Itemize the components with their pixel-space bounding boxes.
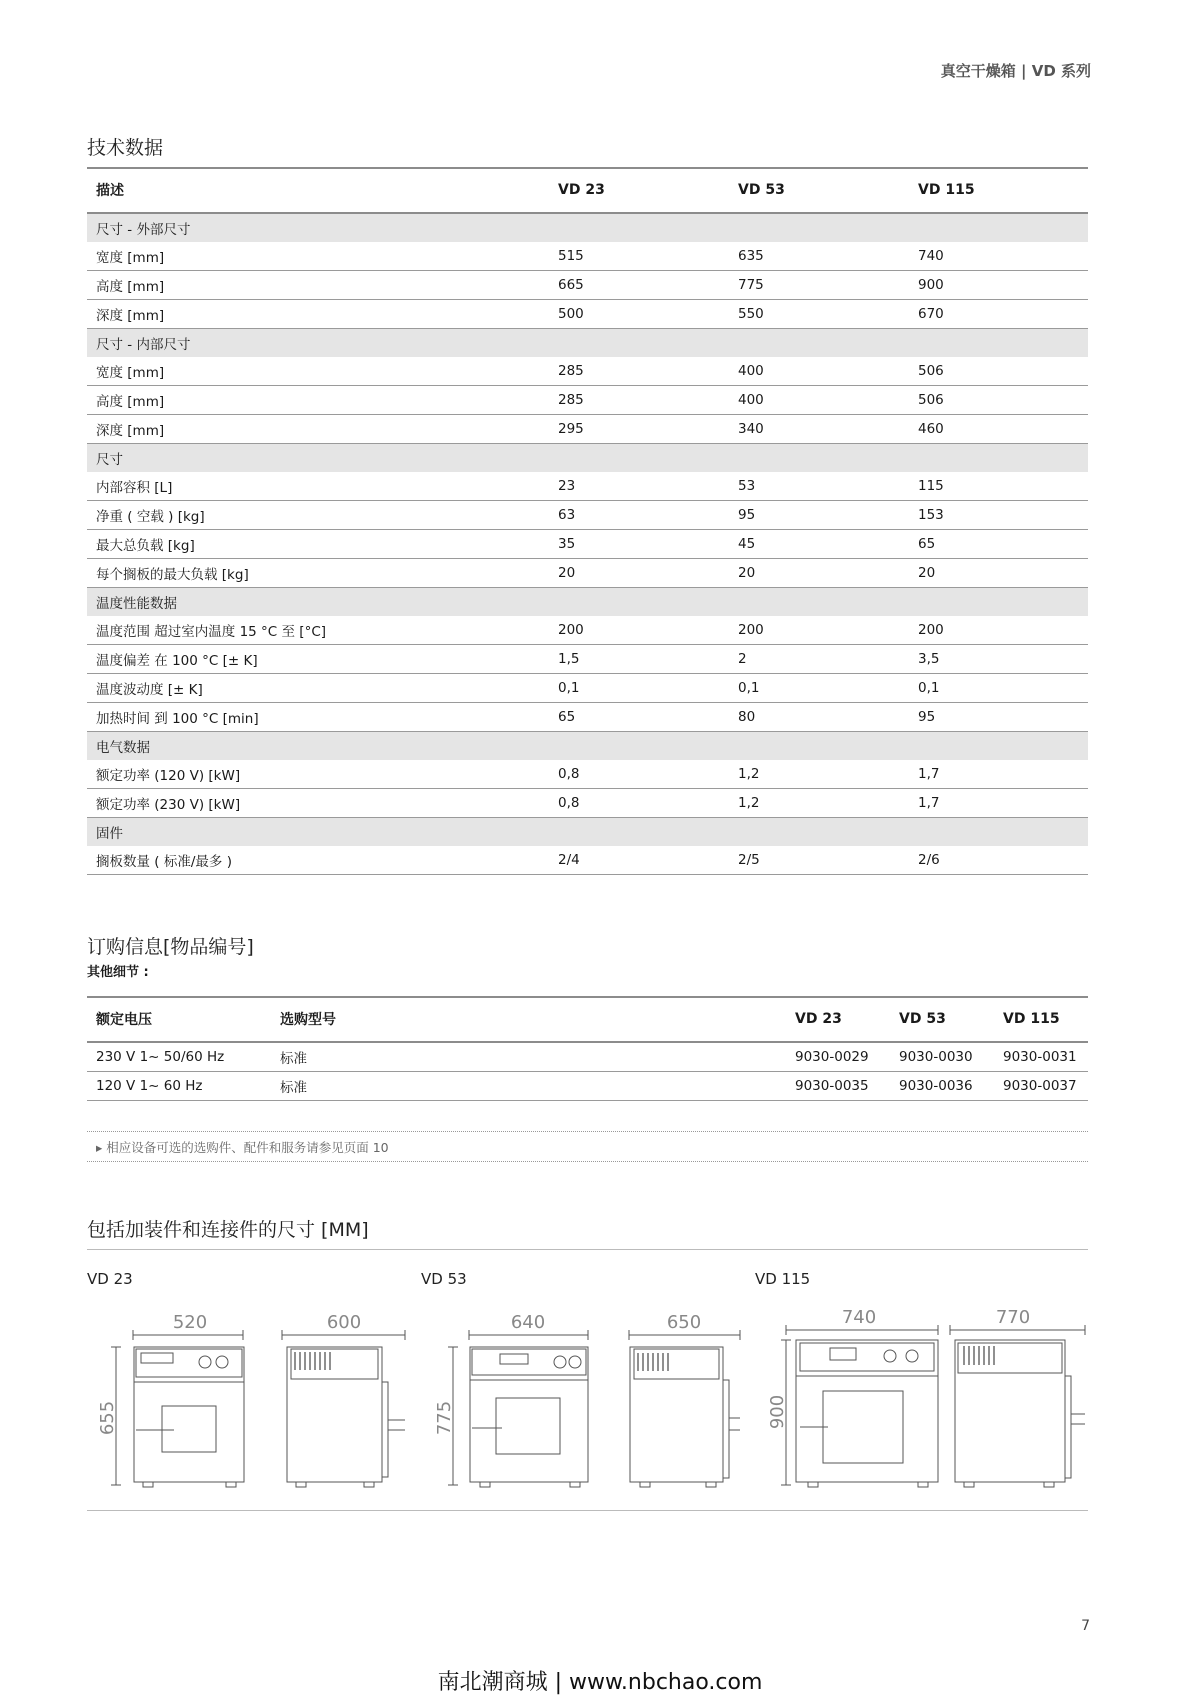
spec-cell-value: 35 [549,530,729,559]
spec-group-label: 尺寸 - 外部尺寸 [87,213,1088,242]
spec-cell-value: 63 [549,501,729,530]
spec-cell-value: 20 [909,559,1088,588]
spec-row-label: 最大总负载 [kg] [87,530,549,559]
drawing-label-vd115: VD 115 [755,1270,811,1288]
spec-cell-value: 460 [909,415,1088,444]
order-cell: 9030-0029 [786,1042,890,1072]
spec-row-label: 内部容积 [L] [87,472,549,501]
vd115-side-depth-label: 770 [995,1307,1031,1328]
spec-cell-value: 2/4 [549,846,729,875]
spec-data-row [87,616,1088,645]
spec-row-label: 高度 [mm] [87,271,549,300]
spec-cell-value: 65 [909,530,1088,559]
spec-cell-value: 635 [729,242,909,271]
spec-group-label: 电气数据 [87,732,1088,761]
spec-data-row [87,789,1088,818]
vd23-side-depth-label: 600 [326,1312,362,1333]
spec-cell-value: 2 [729,645,909,674]
spec-group-row [87,329,1088,358]
order-col-vd23: VD 23 [786,997,890,1042]
spec-cell-value: 80 [729,703,909,732]
spec-row-label: 温度波动度 [± K] [87,674,549,703]
spec-cell-value: 200 [909,616,1088,645]
spec-group-row [87,444,1088,473]
spec-cell-value: 1,7 [909,760,1088,789]
order-cell: 230 V 1~ 50/60 Hz [87,1042,271,1072]
vd23-front-width-label: 520 [172,1312,208,1333]
spec-data-row [87,703,1088,732]
spec-cell-value: 65 [549,703,729,732]
spec-cell-value: 95 [909,703,1088,732]
spec-group-row [87,732,1088,761]
spec-data-row [87,300,1088,329]
spec-group-row [87,818,1088,847]
vd115-front-width-label: 740 [841,1307,877,1328]
order-cell: 9030-0036 [890,1072,994,1101]
spec-cell-value: 53 [729,472,909,501]
spec-cell-value: 20 [729,559,909,588]
spec-cell-value: 285 [549,357,729,386]
vd23-front-drawing [111,1330,244,1487]
dimension-drawings [0,1290,1200,1520]
spec-cell-value: 200 [549,616,729,645]
spec-cell-value: 665 [549,271,729,300]
spec-header-row [87,168,1088,213]
spec-cell-value: 285 [549,386,729,415]
spec-cell-value: 3,5 [909,645,1088,674]
spec-row-label: 加热时间 到 100 °C [min] [87,703,549,732]
spec-cell-value: 295 [549,415,729,444]
spec-cell-value: 20 [549,559,729,588]
spec-cell-value: 0,8 [549,789,729,818]
vd53-height-label: 775 [434,1400,455,1436]
spec-row-label: 额定功率 (230 V) [kW] [87,789,549,818]
order-section-title: 订购信息[物品编号] [87,936,254,958]
spec-row-label: 温度范围 超过室内温度 15 °C 至 [°C] [87,616,549,645]
vd115-height-label: 900 [767,1394,788,1430]
spec-cell-value: 515 [549,242,729,271]
spec-group-row [87,213,1088,242]
spec-cell-value: 1,7 [909,789,1088,818]
order-row [87,1072,1088,1101]
spec-cell-value: 670 [909,300,1088,329]
spec-group-label: 固件 [87,818,1088,847]
spec-cell-value: 153 [909,501,1088,530]
spec-data-row [87,760,1088,789]
spec-cell-value: 340 [729,415,909,444]
spec-data-row [87,674,1088,703]
spec-cell-value: 506 [909,357,1088,386]
spec-data-row [87,645,1088,674]
note-top-dotted-rule [87,1131,1088,1132]
spec-row-label: 净重 ( 空载 ) [kg] [87,501,549,530]
spec-cell-value: 1,2 [729,789,909,818]
order-row [87,1042,1088,1072]
order-col-vd53: VD 53 [890,997,994,1042]
dimension-top-rule [87,1249,1088,1250]
spec-data-row [87,472,1088,501]
spec-col-vd115: VD 115 [909,168,1088,213]
spec-cell-value: 2/5 [729,846,909,875]
spec-cell-value: 23 [549,472,729,501]
spec-col-vd23: VD 23 [549,168,729,213]
order-cell: 9030-0030 [890,1042,994,1072]
spec-cell-value: 1,5 [549,645,729,674]
spec-cell-value: 400 [729,357,909,386]
vd53-side-drawing [629,1330,740,1487]
header-series-title: 真空干燥箱 | VD 系列 [940,62,1091,80]
spec-cell-value: 2/6 [909,846,1088,875]
options-note: ▸ 相应设备可选的选购件、配件和服务请参见页面 10 [96,1140,389,1155]
dimension-bottom-rule [87,1510,1088,1511]
spec-row-label: 深度 [mm] [87,300,549,329]
spec-group-row [87,588,1088,617]
order-table-body [87,1042,1088,1101]
vd53-side-depth-label: 650 [666,1312,702,1333]
spec-col-description: 描述 [87,168,549,213]
spec-cell-value: 775 [729,271,909,300]
order-cell: 9030-0035 [786,1072,890,1101]
order-col-option: 选购型号 [271,997,786,1042]
spec-table-body [87,213,1088,875]
vd23-side-drawing [282,1330,405,1487]
spec-data-row [87,559,1088,588]
spec-data-row [87,271,1088,300]
order-header-row [87,997,1088,1042]
spec-row-label: 深度 [mm] [87,415,549,444]
spec-cell-value: 200 [729,616,909,645]
spec-table [87,168,1088,875]
spec-cell-value: 95 [729,501,909,530]
spec-row-label: 搁板数量 ( 标准/最多 ) [87,846,549,875]
spec-row-label: 高度 [mm] [87,386,549,415]
order-cell: 9030-0037 [994,1072,1088,1101]
spec-data-row [87,415,1088,444]
spec-group-label: 尺寸 - 内部尺寸 [87,329,1088,358]
site-footer: 南北潮商城 | www.nbchao.com [437,1670,763,1695]
vd53-front-width-label: 640 [510,1312,546,1333]
spec-cell-value: 500 [549,300,729,329]
drawing-label-vd23: VD 23 [87,1270,133,1288]
order-col-vd115: VD 115 [994,997,1088,1042]
spec-cell-value: 400 [729,386,909,415]
page-number: 7 [1081,1618,1090,1634]
dimension-section-title: 包括加装件和连接件的尺寸 [MM] [87,1219,369,1241]
spec-cell-value: 0,1 [549,674,729,703]
spec-row-label: 宽度 [mm] [87,242,549,271]
spec-cell-value: 0,1 [729,674,909,703]
spec-cell-value: 550 [729,300,909,329]
spec-section-title: 技术数据 [87,137,164,159]
spec-group-label: 尺寸 [87,444,1088,473]
vd23-height-label: 655 [97,1400,118,1436]
spec-data-row [87,501,1088,530]
spec-col-vd53: VD 53 [729,168,909,213]
spec-data-row [87,386,1088,415]
vd115-front-drawing [781,1325,938,1487]
spec-row-label: 宽度 [mm] [87,357,549,386]
order-cell: 标准 [271,1072,786,1101]
drawing-label-vd53: VD 53 [421,1270,467,1288]
vd53-front-drawing [448,1330,588,1487]
order-table [87,997,1088,1101]
spec-group-label: 温度性能数据 [87,588,1088,617]
spec-cell-value: 740 [909,242,1088,271]
order-col-voltage: 额定电压 [87,997,271,1042]
spec-row-label: 温度偏差 在 100 °C [± K] [87,645,549,674]
spec-cell-value: 0,8 [549,760,729,789]
spec-cell-value: 0,1 [909,674,1088,703]
note-bottom-dotted-rule [87,1161,1088,1162]
order-cell: 标准 [271,1042,786,1072]
spec-row-label: 每个搁板的最大负载 [kg] [87,559,549,588]
vd115-side-drawing [950,1325,1085,1487]
order-subtitle: 其他细节 : [87,965,149,980]
spec-row-label: 额定功率 (120 V) [kW] [87,760,549,789]
spec-data-row [87,357,1088,386]
spec-cell-value: 900 [909,271,1088,300]
order-cell: 120 V 1~ 60 Hz [87,1072,271,1101]
order-cell: 9030-0031 [994,1042,1088,1072]
spec-data-row [87,846,1088,875]
spec-cell-value: 1,2 [729,760,909,789]
spec-cell-value: 45 [729,530,909,559]
spec-cell-value: 506 [909,386,1088,415]
spec-cell-value: 115 [909,472,1088,501]
spec-data-row [87,242,1088,271]
spec-data-row [87,530,1088,559]
